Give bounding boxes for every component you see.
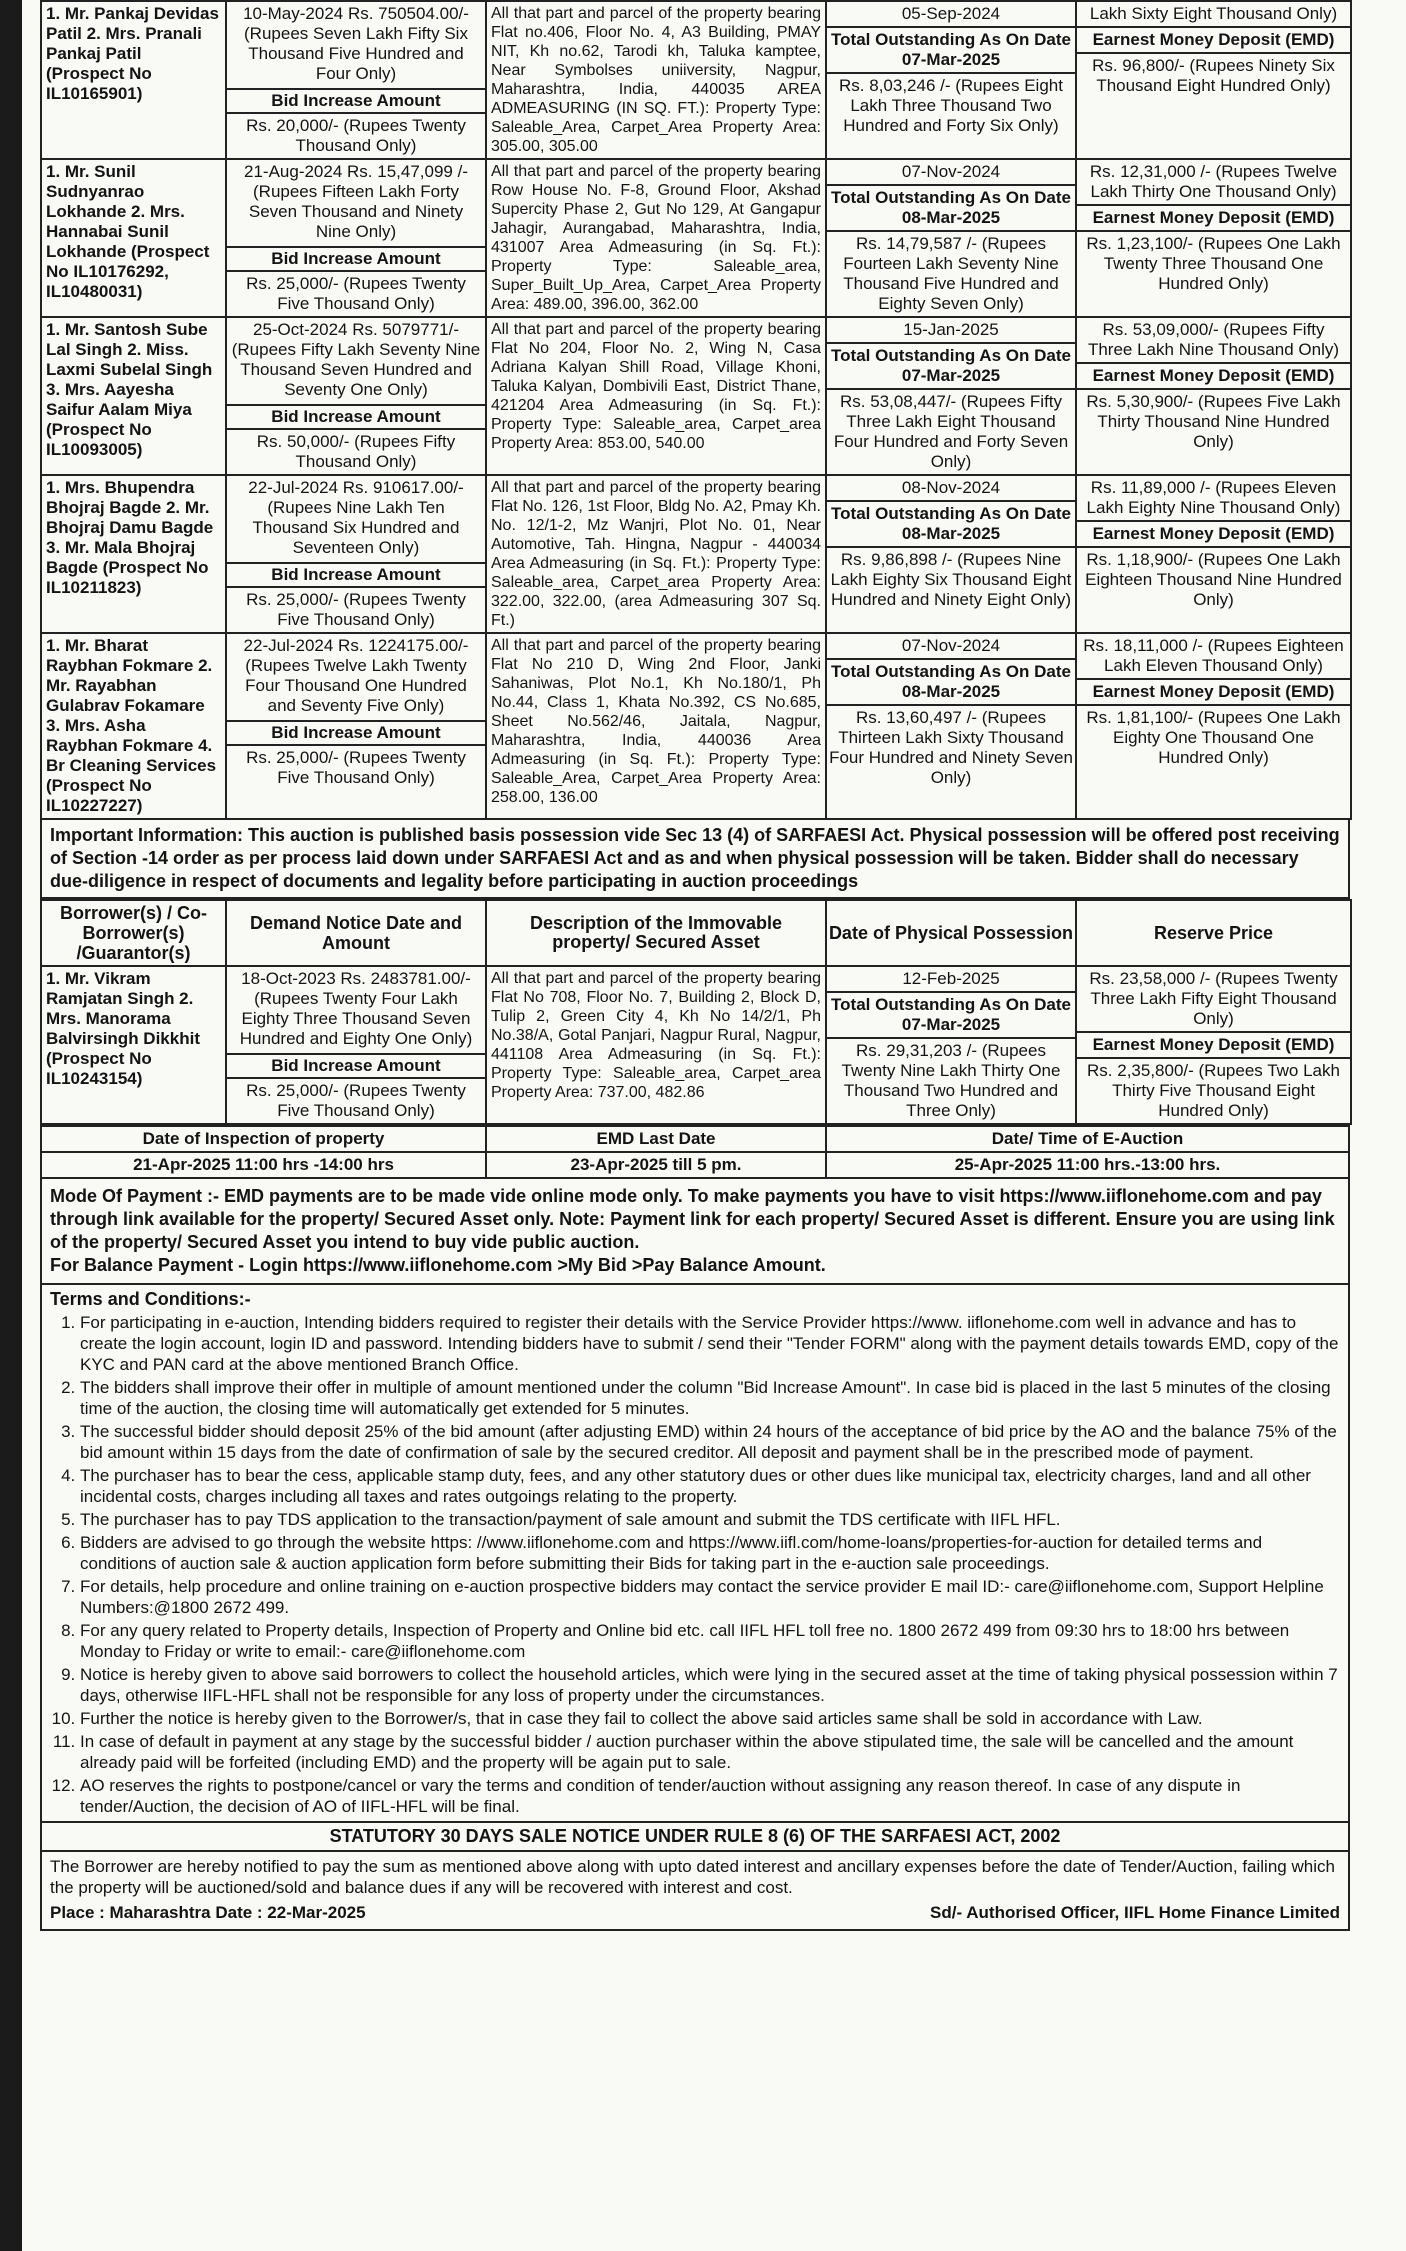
demand-cell [226,159,486,317]
demand-text: 18-Oct-2023 Rs. 2483781.00/- (Rupees Twenty Four Lakh Eighty Three Thousand Seven Hundred and Eighty One Only) [239,969,473,1048]
demand-text: 22-Jul-2024 Rs. 1224175.00/- (Rupees Twelve Lakh Twenty Four Thousand One Hundred and Seventy Five Only) [243,636,469,715]
auction-table [40,0,1352,820]
inspection-table [40,1125,1350,1179]
bid-increase-amount: Rs. 20,000/- (Rupees Twenty Thousand Only) [246,116,466,155]
terms-section [40,1285,1350,1931]
header-demand: Demand Notice Date and Amount [226,900,486,966]
property-cell: All that part and parcel of the property bearing Flat No. 126, 1st Floor, Bldg No. A2, Pmay Kh. No. 12/1-2, Mz Wanjri, Plot No. 01, Near Automotive, Tah. Hingna, Nagpur - 440034 Area Admeasuring (in Sq. Ft.): Property Type: Saleable_area, Carpet_area Property Area: 322.00, 322.00, (area Admeasuring 307 Sq. Ft.) [486,475,826,633]
place-date: Place : Maharashtra Date : 22-Mar-2025 [50,1903,366,1922]
terms-item: 11. In case of default in payment at any stage by the successful bidder / auction purchaser within the above stipulated time, the sale will be cancelled and the amount already paid will be forfeited (including EMD) and the property will be again put to sale. [80,1731,1340,1773]
terms-item: 6. Bidders are advised to go through the website https: //www.iiflonehome.com and https://www.iifl.com/home-loans/properties-for-auction for detailed terms and conditions of auction sale & auction application form before submitting their Bids for taking part in the e-auction sale proceedings. [80,1532,1340,1574]
bid-increase-amount: Rs. 25,000/- (Rupees Twenty Five Thousand Only) [246,590,466,629]
property-cell: All that part and parcel of the property bearing Flat No 708, Floor No. 7, Building 2, Block D, Tulip 2, Green City 4, Kh No 14/2/1, Ph No.38/A, Gotal Panjari, Nagpur Rural, Nagpur, 441108 Area Admeasuring (in Sq. Ft.): Property Type: Saleable_area, Carpet_area Property Area: 737.00, 482.86 [486,966,826,1124]
inspection-value: 21-Apr-2025 11:00 hrs -14:00 hrs [41,1152,486,1178]
demand-text: 21-Aug-2024 Rs. 15,47,099 /- (Rupees Fifteen Lakh Forty Seven Thousand and Ninety Nine Only) [244,162,468,241]
table-row [41,633,1351,819]
terms-item: 5. The purchaser has to pay TDS application to the transaction/payment of sale amount and submit the TDS certificate with IIFL HFL. [80,1509,1340,1530]
outstanding-label: Total Outstanding As On Date 08-Mar-2025 [827,186,1075,232]
emd-amount: Rs. 1,81,100/- (Rupees One Lakh Eighty One Thousand One Hundred Only) [1086,708,1341,767]
borrower-cell: 1. Mr. Vikram Ramjatan Singh 2. Mrs. Manorama Balvirsingh Dikkhit (Prospect No IL10243154) [41,966,226,1124]
terms-item: 1. For participating in e-auction, Intending bidders required to register their details with the Service Provider https://www. iiflonehome.com well in advance and has to create the login account, login ID and password. Intending bidders have to submit / send their "Tender FORM" along with the payment details towards EMD, copy of the KYC and PAN card at the above mentioned Branch Office. [80,1312,1340,1375]
emd-label: Earnest Money Deposit (EMD) [1077,1033,1350,1059]
terms-item: 12. AO reserves the rights to postpone/cancel or vary the terms and condition of tender/auction without assigning any reason thereof. In case of any dispute in tender/Auction, the decision of AO of IIFL-HFL will be final. [80,1775,1340,1817]
important-information: Important Information: This auction is published basis possession vide Sec 13 (4) of SARFAESI Act. Physical possession will be offered post receiving of Section -14 order as per process laid down under SARFAESI Act and as and when physical possession will be taken. Bidder shall do necessary due-diligence in respect of documents and legality before participating in auction proceedings [40,820,1350,899]
emd-amount: Rs. 1,23,100/- (Rupees One Lakh Twenty Three Thousand One Hundred Only) [1086,234,1341,293]
bid-increase-label: Bid Increase Amount [227,88,485,114]
property-cell: All that part and parcel of the property bearing Row House No. F-8, Ground Floor, Akshad Supercity Phase 2, Gut No 129, At Gangapur Jahagir, Aurangabad, Maharashtra, India, 431007 Area Admeasuring (in Sq. Ft.): Property Type: Saleable_area, Super_Built_Up_Area, Carpet_Area Property Area: 489.00, 396.00, 362.00 [486,159,826,317]
payment-section [40,1179,1350,1285]
property-cell: All that part and parcel of the property bearing Flat No 204, Floor No. 2, Wing N, Casa Adriana Kalyan Shill Road, Village Khoni, Taluka Kalyan, Dombivili East, District Thane, 421204 Area Admeasuring (in Sq. Ft.): Property Type: Saleable_area, Carpet_area Property Area: 853.00, 540.00 [486,317,826,475]
reserve-price: Lakh Sixty Eight Thousand Only) [1077,2,1350,28]
outstanding-amount: Rs. 8,03,246 /- (Rupees Eight Lakh Three Thousand Two Hundred and Forty Six Only) [839,76,1063,135]
possession-cell [826,159,1076,317]
possession-date: 08-Nov-2024 [827,476,1075,502]
property-cell: All that part and parcel of the property bearing Flat No 210 D, Wing 2nd Floor, Janki Sahaniwas, Plot No.1, Kh No.180/1, Ph No.44, Class 1, Khata No.392, CS No.685, Sheet No.562/46, Jaitala, Nagpur, Maharashtra, India, 440036 Area Admeasuring (in Sq. Ft.): Property Type: Saleable_Area, Carpet_Area Property Area: 258.00, 136.00 [486,633,826,819]
header-borrower: Borrower(s) / Co-Borrower(s) /Guarantor(s) [41,900,226,966]
outstanding-amount: Rs. 53,08,447/- (Rupees Fifty Three Lakh Eight Thousand Four Hundred and Forty Seven Only) [833,392,1069,471]
outstanding-label: Total Outstanding As On Date 07-Mar-2025 [827,344,1075,390]
header-reserve: Reserve Price [1076,900,1351,966]
possession-cell [826,1,1076,159]
demand-cell [226,633,486,819]
borrower-notification: The Borrower are hereby notified to pay the sum as mentioned above along with upto dated interest and ancillary expenses before the date of Tender/Auction, failing which the property will be auctioned/sold and balance dues if any will be recovered with interest and cost. [50,1857,1335,1897]
statutory-notice: STATUTORY 30 DAYS SALE NOTICE UNDER RULE 8 (6) OF THE SARFAESI ACT, 2002 [42,1821,1348,1852]
auction-time-value: 25-Apr-2025 11:00 hrs.-13:00 hrs. [826,1152,1349,1178]
emd-amount: Rs. 2,35,800/- (Rupees Two Lakh Thirty Five Thousand Eight Hundred Only) [1087,1061,1340,1120]
demand-cell [226,966,486,1124]
terms-title: Terms and Conditions:- [50,1289,251,1309]
bid-increase-amount: Rs. 25,000/- (Rupees Twenty Five Thousand Only) [246,748,466,787]
bid-increase-label: Bid Increase Amount [227,246,485,272]
header-property: Description of the Immovable property/ Secured Asset [486,900,826,966]
reserve-cell [1076,159,1351,317]
auction-table-2 [40,899,1352,1125]
bid-increase-label: Bid Increase Amount [227,404,485,430]
table-row [41,159,1351,317]
reserve-price: Rs. 11,89,000 /- (Rupees Eleven Lakh Eighty Nine Thousand Only) [1077,476,1350,522]
possession-cell [826,633,1076,819]
reserve-cell [1076,475,1351,633]
outstanding-label: Total Outstanding As On Date 07-Mar-2025 [827,28,1075,74]
page-edge [0,0,22,2251]
possession-date: 07-Nov-2024 [827,634,1075,660]
terms-item: 2. The bidders shall improve their offer in multiple of amount mentioned under the column "Bid Increase Amount". In case bid is placed in the last 5 minutes of the closing time of the auction, the closing time will automatically get extended for 5 minutes. [80,1377,1340,1419]
outstanding-amount: Rs. 9,86,898 /- (Rupees Nine Lakh Eighty Six Thousand Eight Hundred and Ninety Eight Only) [830,550,1072,609]
possession-date: 15-Jan-2025 [827,318,1075,344]
auction-notice [40,0,1350,2200]
emd-amount: Rs. 5,30,900/- (Rupees Five Lakh Thirty Thousand Nine Hundred Only) [1086,392,1341,451]
balance-payment: For Balance Payment - Login https://www.iiflonehome.com >My Bid >Pay Balance Amount. [50,1255,826,1275]
emd-last-date-value: 23-Apr-2025 till 5 pm. [486,1152,826,1178]
demand-cell [226,1,486,159]
bid-increase-label: Bid Increase Amount [227,562,485,588]
reserve-cell [1076,633,1351,819]
reserve-cell [1076,966,1351,1124]
table-row [41,1,1351,159]
reserve-cell [1076,317,1351,475]
demand-cell [226,317,486,475]
header-possession: Date of Physical Possession [826,900,1076,966]
emd-label: Earnest Money Deposit (EMD) [1077,28,1350,54]
outstanding-label: Total Outstanding As On Date 08-Mar-2025 [827,502,1075,548]
bid-increase-label: Bid Increase Amount [227,1053,485,1079]
borrower-cell: 1. Mr. Santosh Sube Lal Singh 2. Miss. Laxmi Subelal Singh 3. Mrs. Aayesha Saifur Aalam Miya (Prospect No IL10093005) [41,317,226,475]
outstanding-label: Total Outstanding As On Date 07-Mar-2025 [827,993,1075,1039]
demand-text: 25-Oct-2024 Rs. 5079771/- (Rupees Fifty Lakh Seventy Nine Thousand Seven Hundred and Seventy One Only) [231,320,481,399]
reserve-price: Rs. 12,31,000 /- (Rupees Twelve Lakh Thirty One Thousand Only) [1077,160,1350,206]
reserve-price: Rs. 23,58,000 /- (Rupees Twenty Three Lakh Fifty Eight Thousand Only) [1077,967,1350,1033]
emd-label: Earnest Money Deposit (EMD) [1077,680,1350,706]
outstanding-amount: Rs. 14,79,587 /- (Rupees Fourteen Lakh Seventy Nine Thousand Five Hundred and Eighty Seven Only) [843,234,1059,313]
possession-cell [826,475,1076,633]
emd-amount: Rs. 1,18,900/- (Rupees One Lakh Eighteen Thousand Nine Hundred Only) [1085,550,1342,609]
bid-increase-label: Bid Increase Amount [227,720,485,746]
emd-label: Earnest Money Deposit (EMD) [1077,364,1350,390]
reserve-cell [1076,1,1351,159]
table-row [41,475,1351,633]
emd-label: Earnest Money Deposit (EMD) [1077,206,1350,232]
terms-item: 10. Further the notice is hereby given to the Borrower/s, that in case they fail to collect the above said articles same shall be sold in accordance with Law. [80,1708,1340,1729]
borrower-cell: 1. Mrs. Bhupendra Bhojraj Bagde 2. Mr. Bhojraj Damu Bagde 3. Mr. Mala Bhojraj Bagde (Prospect No IL10211823) [41,475,226,633]
bid-increase-amount: Rs. 50,000/- (Rupees Fifty Thousand Only) [256,432,456,471]
borrower-cell: 1. Mr. Sunil Sudnyanrao Lokhande 2. Mrs. Hannabai Sunil Lokhande (Prospect No IL10176292, IL10480031) [41,159,226,317]
borrower-cell: 1. Mr. Pankaj Devidas Patil 2. Mrs. Pranali Pankaj Patil (Prospect No IL10165901) [41,1,226,159]
demand-cell [226,475,486,633]
reserve-price: Rs. 18,11,000 /- (Rupees Eighteen Lakh Eleven Thousand Only) [1077,634,1350,680]
demand-text: 22-Jul-2024 Rs. 910617.00/- (Rupees Nine Lakh Ten Thousand Six Hundred and Seventeen Only) [248,478,464,557]
demand-text: 10-May-2024 Rs. 750504.00/- (Rupees Seven Lakh Fifty Six Thousand Five Hundred and Four Only) [243,4,469,83]
emd-label: Earnest Money Deposit (EMD) [1077,522,1350,548]
emd-last-date-label: EMD Last Date [486,1126,826,1152]
outstanding-label: Total Outstanding As On Date 08-Mar-2025 [827,660,1075,706]
possession-cell [826,966,1076,1124]
table-row [41,317,1351,475]
table-row [41,966,1351,1124]
authorised-signatory: Sd/- Authorised Officer, IIFL Home Finance Limited [930,1903,1340,1922]
outstanding-amount: Rs. 29,31,203 /- (Rupees Twenty Nine Lakh Thirty One Thousand Two Hundred and Three Only) [841,1041,1061,1120]
borrower-cell: 1. Mr. Bharat Raybhan Fokmare 2. Mr. Rayabhan Gulabrav Fokamare 3. Mrs. Asha Raybhan Fokmare 4. Br Cleaning Services (Prospect No IL10227227) [41,633,226,819]
property-cell: All that part and parcel of the property bearing Flat no.406, Floor No. 4, A3 Building, PMAY NIT, Kh no.62, Tarodi kh, Taluka kamptee, Near Symbolses uniiversity, Nagpur, Maharashtra, India, 440035 AREA ADMEASURING (IN SQ. FT.): Property Type: Saleable_Area, Carpet_Area Property Area: 305.00, 305.00 [486,1,826,159]
reserve-price: Rs. 53,09,000/- (Rupees Fifty Three Lakh Nine Thousand Only) [1077,318,1350,364]
mode-of-payment: Mode Of Payment :- EMD payments are to be made vide online mode only. To make payments you have to visit https://www.iiflonehome.com and pay through link available for the property/ Secured Asset only. Note: Payment link for each property/ Secured Asset is different. Ensure you are using link of the property/ Secured Asset you intend to buy vide public auction. [50,1186,1335,1252]
terms-item: 9. Notice is hereby given to above said borrowers to collect the household articles, which were lying in the secured asset at the time of taking physical possession within 7 days, otherwise IIFL-HFL shall not be responsible for any loss of property under the circumstances. [80,1664,1340,1706]
outstanding-amount: Rs. 13,60,497 /- (Rupees Thirteen Lakh Sixty Thousand Four Hundred and Ninety Seven Only) [829,708,1073,787]
terms-item: 7. For details, help procedure and online training on e-auction prospective bidders may contact the service provider E mail ID:- care@iiflonehome.com, Support Helpline Numbers:@1800 2672 499. [80,1576,1340,1618]
terms-list [50,1312,1340,1817]
emd-amount: Rs. 96,800/- (Rupees Ninety Six Thousand Eight Hundred Only) [1092,56,1335,95]
possession-date: 07-Nov-2024 [827,160,1075,186]
possession-date: 05-Sep-2024 [827,2,1075,28]
auction-time-label: Date/ Time of E-Auction [826,1126,1349,1152]
possession-date: 12-Feb-2025 [827,967,1075,993]
inspection-label: Date of Inspection of property [41,1126,486,1152]
possession-cell [826,317,1076,475]
header-row [41,900,1351,966]
bid-increase-amount: Rs. 25,000/- (Rupees Twenty Five Thousand Only) [246,1081,466,1120]
terms-item: 4. The purchaser has to bear the cess, applicable stamp duty, fees, and any other statutory dues or other dues like municipal tax, electricity charges, land and all other incidental costs, charges including all taxes and rates outgoings relating to the property. [80,1465,1340,1507]
terms-item: 3. The successful bidder should deposit 25% of the bid amount (after adjusting EMD) within 24 hours of the acceptance of bid price by the AO and the balance 75% of the bid amount within 15 days from the date of confirmation of sale by the secured creditor. All deposit and payment shall be in the prescribed mode of payment. [80,1421,1340,1463]
terms-item: 8. For any query related to Property details, Inspection of Property and Online bid etc. call IIFL HFL toll free no. 1800 2672 499 from 09:30 hrs to 18:00 hrs between Monday to Friday or write to email:- care@iiflonehome.com [80,1620,1340,1662]
bid-increase-amount: Rs. 25,000/- (Rupees Twenty Five Thousand Only) [246,274,466,313]
